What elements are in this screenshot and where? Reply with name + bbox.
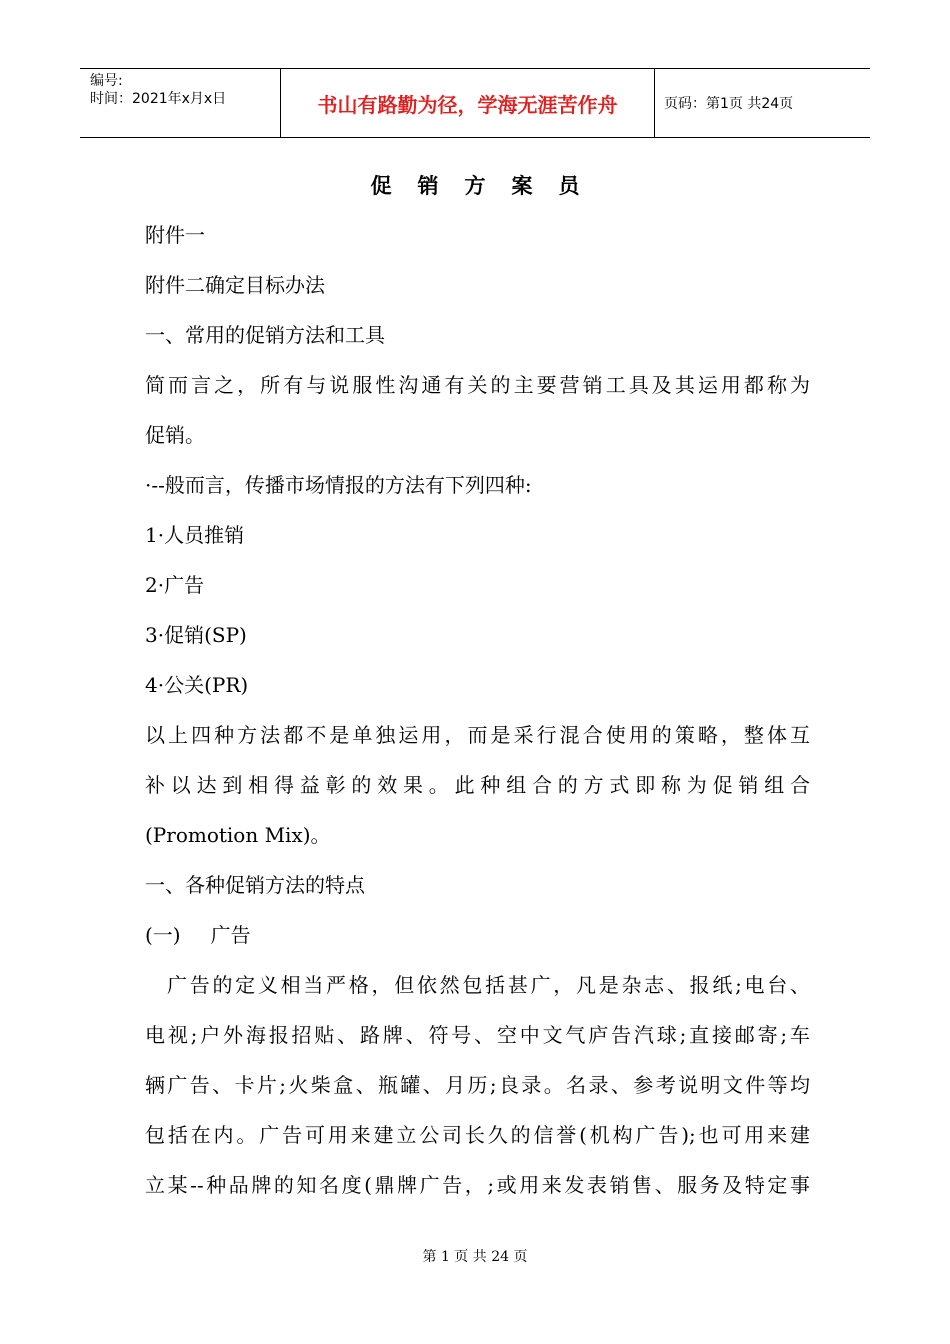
paragraph-line: 补以达到相得益彰的效果。此种组合的方式即称为促销组合 bbox=[145, 773, 810, 797]
paragraph-line: 立某--种品牌的知名度(鼎牌广告，;或用来发表销售、服务及特定事 bbox=[145, 1173, 810, 1197]
paragraph-line: 以上四种方法都不是单独运用，而是采行混合使用的策略，整体互 bbox=[145, 723, 810, 747]
paragraph-line: 简而言之，所有与说服性沟通有关的主要营销工具及其运用都称为 bbox=[145, 373, 810, 397]
paragraph-line: 广告的定义相当严格，但依然包括甚广，凡是杂志、报纸;电台、 bbox=[167, 973, 810, 997]
document-body bbox=[145, 210, 810, 1210]
section-heading: 一、常用的促销方法和工具 bbox=[145, 323, 385, 347]
subsection-title: 广告 bbox=[210, 923, 251, 947]
paragraph-line: ·--般而言，传播市场情报的方法有下列四种: bbox=[145, 473, 532, 497]
header-motto: 书山有路勤为径，学海无涯苦作舟 bbox=[281, 69, 655, 137]
subsection-number: (一) bbox=[145, 923, 181, 947]
paragraph-line: (Promotion Mix)。 bbox=[145, 823, 331, 847]
list-item: 1·人员推销 bbox=[145, 523, 245, 547]
document-time-label: 时间：2021年x月x日 bbox=[90, 91, 227, 107]
page-header bbox=[80, 68, 870, 138]
subsection-heading bbox=[145, 910, 810, 960]
header-meta-cell bbox=[80, 69, 281, 137]
paragraph-line: 促销。 bbox=[145, 423, 205, 447]
paragraph-line: 包括在内。广告可用来建立公司长久的信誉(机构广告);也可用来建 bbox=[145, 1123, 810, 1147]
paragraph-line: 附件二确定目标办法 bbox=[145, 273, 325, 297]
paragraph-line: 辆广告、卡片;火柴盒、瓶罐、月历;良录。名录、参考说明文件等均 bbox=[145, 1073, 810, 1097]
section-heading: 一、各种促销方法的特点 bbox=[145, 873, 365, 897]
list-item: 2·广告 bbox=[145, 573, 205, 597]
header-page-info: 页码：第1页 共24页 bbox=[664, 96, 794, 112]
paragraph-line: 附件一 bbox=[145, 223, 205, 247]
document-title: 促销方案员 bbox=[370, 173, 606, 198]
paragraph-line: 电视;户外海报招贴、路牌、符号、空中文气庐告汽球;直接邮寄;车 bbox=[145, 1023, 810, 1047]
list-item: 4·公关(PR) bbox=[145, 673, 249, 697]
document-number-label: 编号: bbox=[90, 73, 123, 89]
list-item: 3·促销(SP) bbox=[145, 623, 247, 647]
page-footer: 第 1 页 共 24 页 bbox=[422, 1249, 528, 1265]
